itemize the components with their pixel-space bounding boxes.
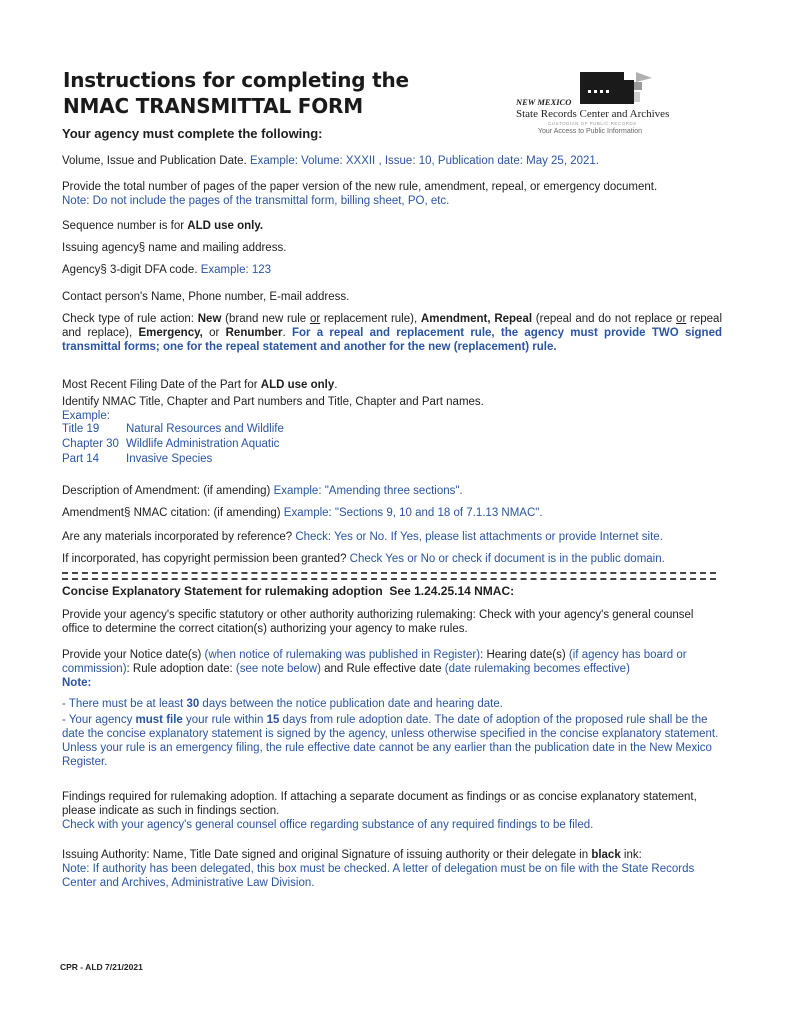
dates-t2: : Hearing date(s) <box>480 649 569 661</box>
state-records-logo <box>508 68 683 140</box>
rule-t4: (repeal and do not replace <box>532 313 677 325</box>
materials-text: Are any materials incorporated by reference? <box>62 531 296 543</box>
identify-example-table <box>62 422 284 467</box>
title-line-2: NMAC TRANSMITTAL FORM <box>63 94 363 118</box>
item-materials <box>62 530 722 544</box>
rule-emergency: Emergency, <box>138 327 203 339</box>
concise-heading-text: Concise Explanatory Statement for rulemaking adoption <box>62 584 383 598</box>
dates-b1: (when notice of rulemaking was published in Register) <box>204 649 481 661</box>
item-citation <box>62 506 722 520</box>
issuing-black: black <box>591 849 621 861</box>
concise-authority <box>62 608 722 636</box>
note1-c: days between the notice publication date and hearing date. <box>199 698 503 710</box>
example-row <box>62 437 284 452</box>
dates-t4: and Rule effective date <box>320 663 445 675</box>
volume-text: Volume, Issue and Publication Date. <box>62 155 247 167</box>
description-text: Description of Amendment: (if amending) <box>62 485 274 497</box>
note-15-days <box>62 713 722 769</box>
rule-t2: (brand new rule <box>221 313 310 325</box>
item-copyright <box>62 552 722 566</box>
note2-e: days from rule adoption date. The date of adoption of the proposed rule shall be the date the concise explanatory statement is signed by the agency, unless otherwise specified in the concise explanatory statement. Unless your rule is an emergency filing, the rule effective date cannot be any earlier than the publication date in the New Mexico Register. <box>62 714 719 768</box>
issuing-note: Note: If authority has been delegated, this box must be checked. A letter of delegation must be on file with the State Records Center and Archives, Administrative Law Division. <box>62 863 695 889</box>
concise-dates <box>62 648 722 690</box>
item-rule-action <box>62 312 722 354</box>
pages-note: Note: Do not include the pages of the transmittal form, billing sheet, PO, etc. <box>62 195 450 207</box>
note2-b: must file <box>135 714 183 726</box>
dates-b3: (see note below) <box>235 663 321 675</box>
example-row <box>62 422 284 437</box>
dates-b4: (date rulemaking becomes effective) <box>444 663 630 675</box>
note1-a: - There must be at least <box>62 698 187 710</box>
volume-example: Example: Volume: XXXII , Issue: 10, Publication date: May 25, 2021. <box>249 155 600 167</box>
findings-check: Check with your agency's general counsel office regarding substance of any required findings to be filed. <box>62 819 594 831</box>
item-pages <box>62 180 722 208</box>
recent-bold: ALD use only <box>260 379 335 391</box>
identify-text: Identify NMAC Title, Chapter and Part numbers and Title, Chapter and Part names. <box>62 396 484 408</box>
rule-new: New <box>197 313 222 325</box>
rule-t1: Check type of rule action: <box>62 313 198 325</box>
logo-custodian: CUSTODIAN OF PUBLIC RECORDS <box>548 121 637 126</box>
form-footer-code: CPR - ALD 7/21/2021 <box>60 962 143 972</box>
identify-example-label: Example: <box>62 410 110 422</box>
dates-t1: Provide your Notice date(s) <box>62 649 205 661</box>
item-volume <box>62 154 722 168</box>
citation-example: Example: "Sections 9, 10 and 18 of 7.1.13 NMAC". <box>283 507 543 519</box>
example-value: Invasive Species <box>126 453 213 465</box>
example-key: Title 19 <box>62 423 100 435</box>
sequence-text: Sequence number is for <box>62 220 188 232</box>
authority-text: Provide your agency's specific statutory or other authority authorizing rulemaking: Check with your agency's general counsel office to determine the correct citation(s) authorizing your agency to make rules. <box>62 609 694 635</box>
subhead: Your agency must complete the following: <box>62 126 323 141</box>
logo-state-name: NEW MEXICO <box>516 97 572 107</box>
item-contact <box>62 290 722 304</box>
example-value: Natural Resources and Wildlife <box>126 423 284 435</box>
note-30-days <box>62 697 722 711</box>
contact-text: Contact person's Name, Phone number, E-mail address. <box>62 291 350 303</box>
example-key: Part 14 <box>62 453 100 465</box>
page-title <box>63 67 409 119</box>
issuing-a: Issuing Authority: Name, Title Date signed and original Signature of issuing authority or their delegate in <box>62 849 592 861</box>
materials-check: Check: Yes or No. If Yes, please list attachments or provide Internet site. <box>295 531 663 543</box>
example-key: Chapter 30 <box>62 438 119 450</box>
item-description <box>62 484 722 498</box>
rule-or-1: or <box>309 313 321 325</box>
sequence-bold: ALD use only. <box>187 220 264 232</box>
recent-text: Most Recent Filing Date of the Part for <box>62 379 261 391</box>
rule-t7: . <box>282 327 292 339</box>
title-line-1: Instructions for completing the <box>63 68 409 92</box>
issuing-c: ink: <box>620 849 642 861</box>
concise-heading <box>62 584 514 598</box>
item-issuing <box>62 241 722 255</box>
issuing-text: Issuing agency§ name and mailing address. <box>62 242 287 254</box>
note-label: Note: <box>62 677 92 689</box>
dates-b2: (if agency has board or commission) <box>62 649 687 675</box>
rule-repeal-note: For a repeal and replacement rule, the agency must provide TWO signed transmittal forms; one for the repeal statement and another for the new (replacement) rule. <box>62 327 723 353</box>
concise-findings <box>62 790 722 832</box>
rule-t3: replacement rule), <box>320 313 421 325</box>
dfa-text: Agency§ 3-digit DFA code. <box>62 264 198 276</box>
findings-text: Findings required for rulemaking adoption. If attaching a separate document as findings or as concise explanatory statement, please indicate as such in findings section. <box>62 791 697 817</box>
item-recent <box>62 378 722 392</box>
note1-b: 30 <box>186 698 200 710</box>
divider-top <box>62 572 716 574</box>
example-row <box>62 452 284 467</box>
rule-amendment: Amendment, Repeal <box>420 313 533 325</box>
dates-t3: : Rule adoption date: <box>126 663 236 675</box>
rule-or-2: or <box>676 313 687 325</box>
rule-renumber: Renumber <box>225 327 283 339</box>
note2-a: - Your agency <box>62 714 136 726</box>
item-identify <box>62 395 722 423</box>
copyright-check: Check Yes or No or check if document is in the public domain. <box>349 553 665 565</box>
rule-t6: or <box>202 327 226 339</box>
dfa-example: Example: 123 <box>200 264 272 276</box>
item-sequence <box>62 219 722 233</box>
concise-see: See 1.24.25.14 NMAC: <box>389 584 515 598</box>
logo-tagline: Your Access to Public Information <box>538 128 643 135</box>
pages-text: Provide the total number of pages of the paper version of the new rule, amendment, repeal, or emergency document. <box>62 181 658 193</box>
item-dfa <box>62 263 722 277</box>
copyright-text: If incorporated, has copyright permission been granted? <box>62 553 350 565</box>
recent-end: . <box>334 379 338 391</box>
note2-c: your rule within <box>182 714 267 726</box>
rule-t5: repeal and replace), <box>62 313 723 339</box>
divider-bottom <box>62 578 716 580</box>
example-value: Wildlife Administration Aquatic <box>126 438 280 450</box>
concise-issuing <box>62 848 722 890</box>
citation-text: Amendment§ NMAC citation: (if amending) <box>62 507 284 519</box>
logo-agency-name: State Records Center and Archives <box>516 108 670 120</box>
note2-d: 15 <box>266 714 280 726</box>
description-example: Example: "Amending three sections". <box>273 485 463 497</box>
